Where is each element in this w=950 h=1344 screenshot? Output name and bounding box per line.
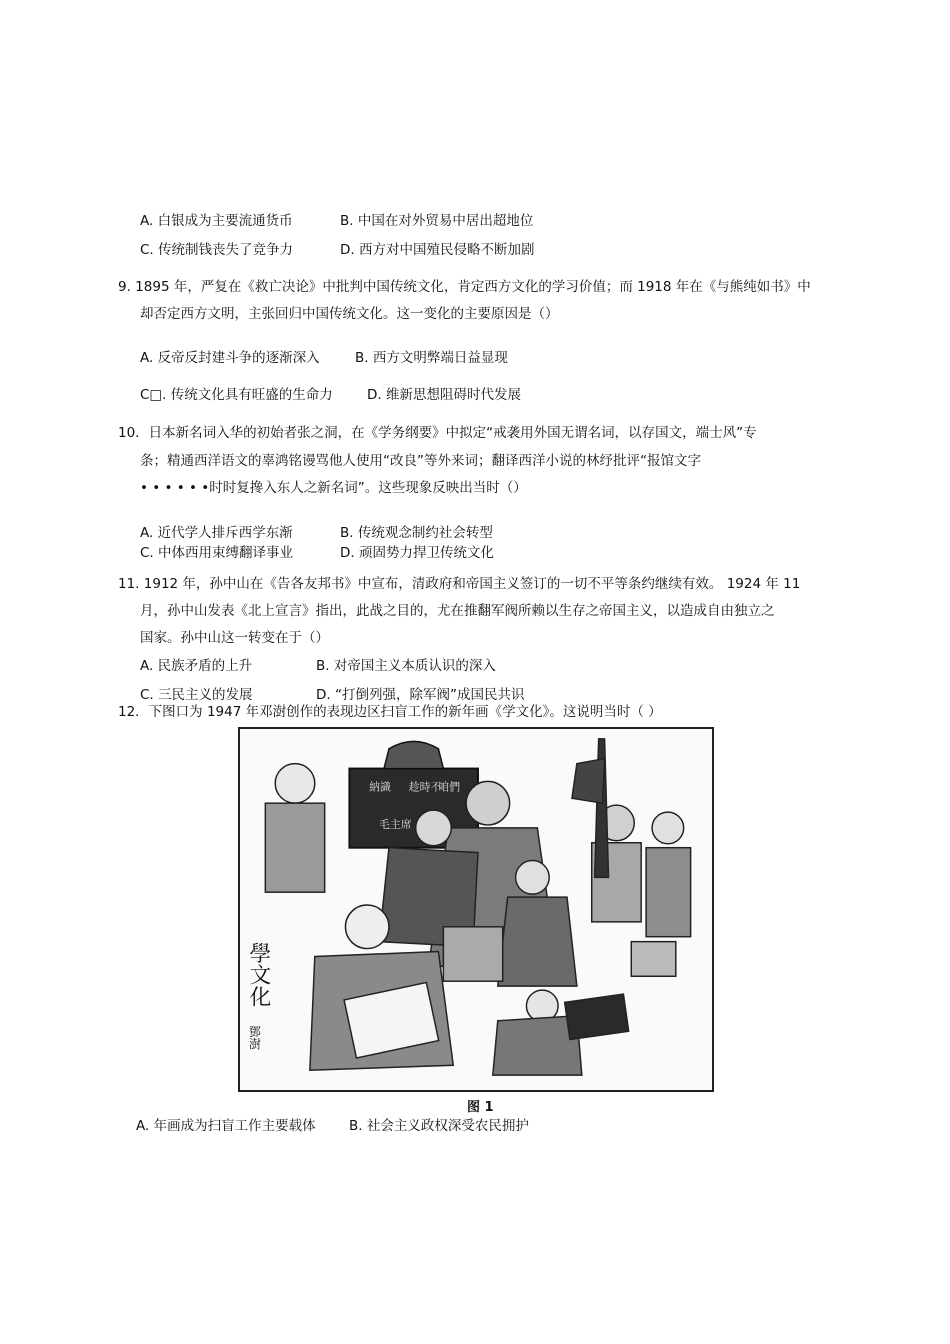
q9-option-c: C□. 传统文化具有旺盛的生命力	[140, 387, 333, 403]
new-year-painting-figure	[238, 727, 714, 1092]
svg-text:趁時不: 趁時不	[408, 780, 442, 794]
q9-option-a: A. 反帝反封建斗争的逐渐深入	[140, 350, 320, 366]
q9-stem-line2: 却否定西方文明，主张回归中国传统文化。这一变化的主要原因是（）	[140, 306, 559, 322]
q11-option-b: B. 对帝国主义本质认识的深入	[316, 658, 496, 674]
q10-option-a: A. 近代学人排斥西学东渐	[140, 525, 293, 541]
q12-option-a: A. 年画成为扫盲工作主要载体	[136, 1118, 316, 1134]
q10-option-b: B. 传统观念制约社会转型	[340, 525, 493, 541]
q8-option-a: A. 白银成为主要流通货币	[140, 213, 293, 229]
svg-text:咱們: 咱們	[438, 780, 461, 794]
q8-option-d: D. 西方对中国殖民侵略不断加剧	[340, 242, 535, 258]
q10-stem-line2: 条；精通西洋语文的辜鸿铭谩骂他人使用“改良”等外来词；翻译西洋小说的林纾批评“报馆文字	[140, 453, 701, 469]
q11-option-c: C. 三民主义的发展	[140, 687, 253, 703]
svg-text:毛主席: 毛主席	[379, 817, 412, 831]
q11-stem-line3: 国家。孙中山这一转变在于（）	[140, 630, 329, 646]
figure-title: 學文化	[245, 941, 271, 1007]
q9-option-d: D. 维新思想阻碍时代发展	[367, 387, 521, 403]
q8-option-c: C. 传统制钱丧失了竞争力	[140, 242, 294, 258]
q10-option-c: C. 中体西用束缚翻译事业	[140, 545, 294, 561]
q12-stem-line1: 12．下图口为 1947 年邓澍创作的表现边区扫盲工作的新年画《学文化》。这说明当时（ ）	[118, 704, 662, 720]
q11-stem-line2: 月，孙中山发表《北上宣言》指出，此战之目的，尤在推翻军阀所赖以生存之帝国主义，以造成自由独立之	[140, 603, 775, 619]
q9-option-b: B. 西方文明弊端日益显现	[355, 350, 508, 366]
q10-stem-line3: • • • • • •时时复搀入东人之新名词”。这些现象反映出当时（）	[140, 480, 527, 496]
q10-option-d: D. 顽固势力捍卫传统文化	[340, 545, 494, 561]
q11-option-d: D. “打倒列强，除军阀”成国民共识	[316, 687, 525, 703]
q8-option-b: B. 中国在对外贸易中居出超地位	[340, 213, 534, 229]
figure-caption: 图 1	[467, 1100, 494, 1115]
q9-stem-line1: 9. 1895 年，严复在《救亡决论》中批判中国传统文化，肯定西方文化的学习价值；而 1918 年在《与熊纯如书》中	[118, 279, 811, 295]
q10-stem-line1: 10．日本新名词入华的初始者张之洞，在《学务纲要》中拟定“戒袭用外国无谓名词，以存国文，端士风”专	[118, 425, 757, 441]
svg-text:納識: 納識	[369, 780, 391, 794]
q11-stem-line1: 11. 1912 年，孙中山在《告各友邦书》中宣布，清政府和帝国主义签订的一切不平等条约继续有效。 1924 年 11	[118, 576, 801, 592]
q12-option-b: B. 社会主义政权深受农民拥护	[349, 1118, 529, 1134]
figure-signature: 鄧澍	[247, 1025, 262, 1050]
q11-option-a: A. 民族矛盾的上升	[140, 658, 253, 674]
